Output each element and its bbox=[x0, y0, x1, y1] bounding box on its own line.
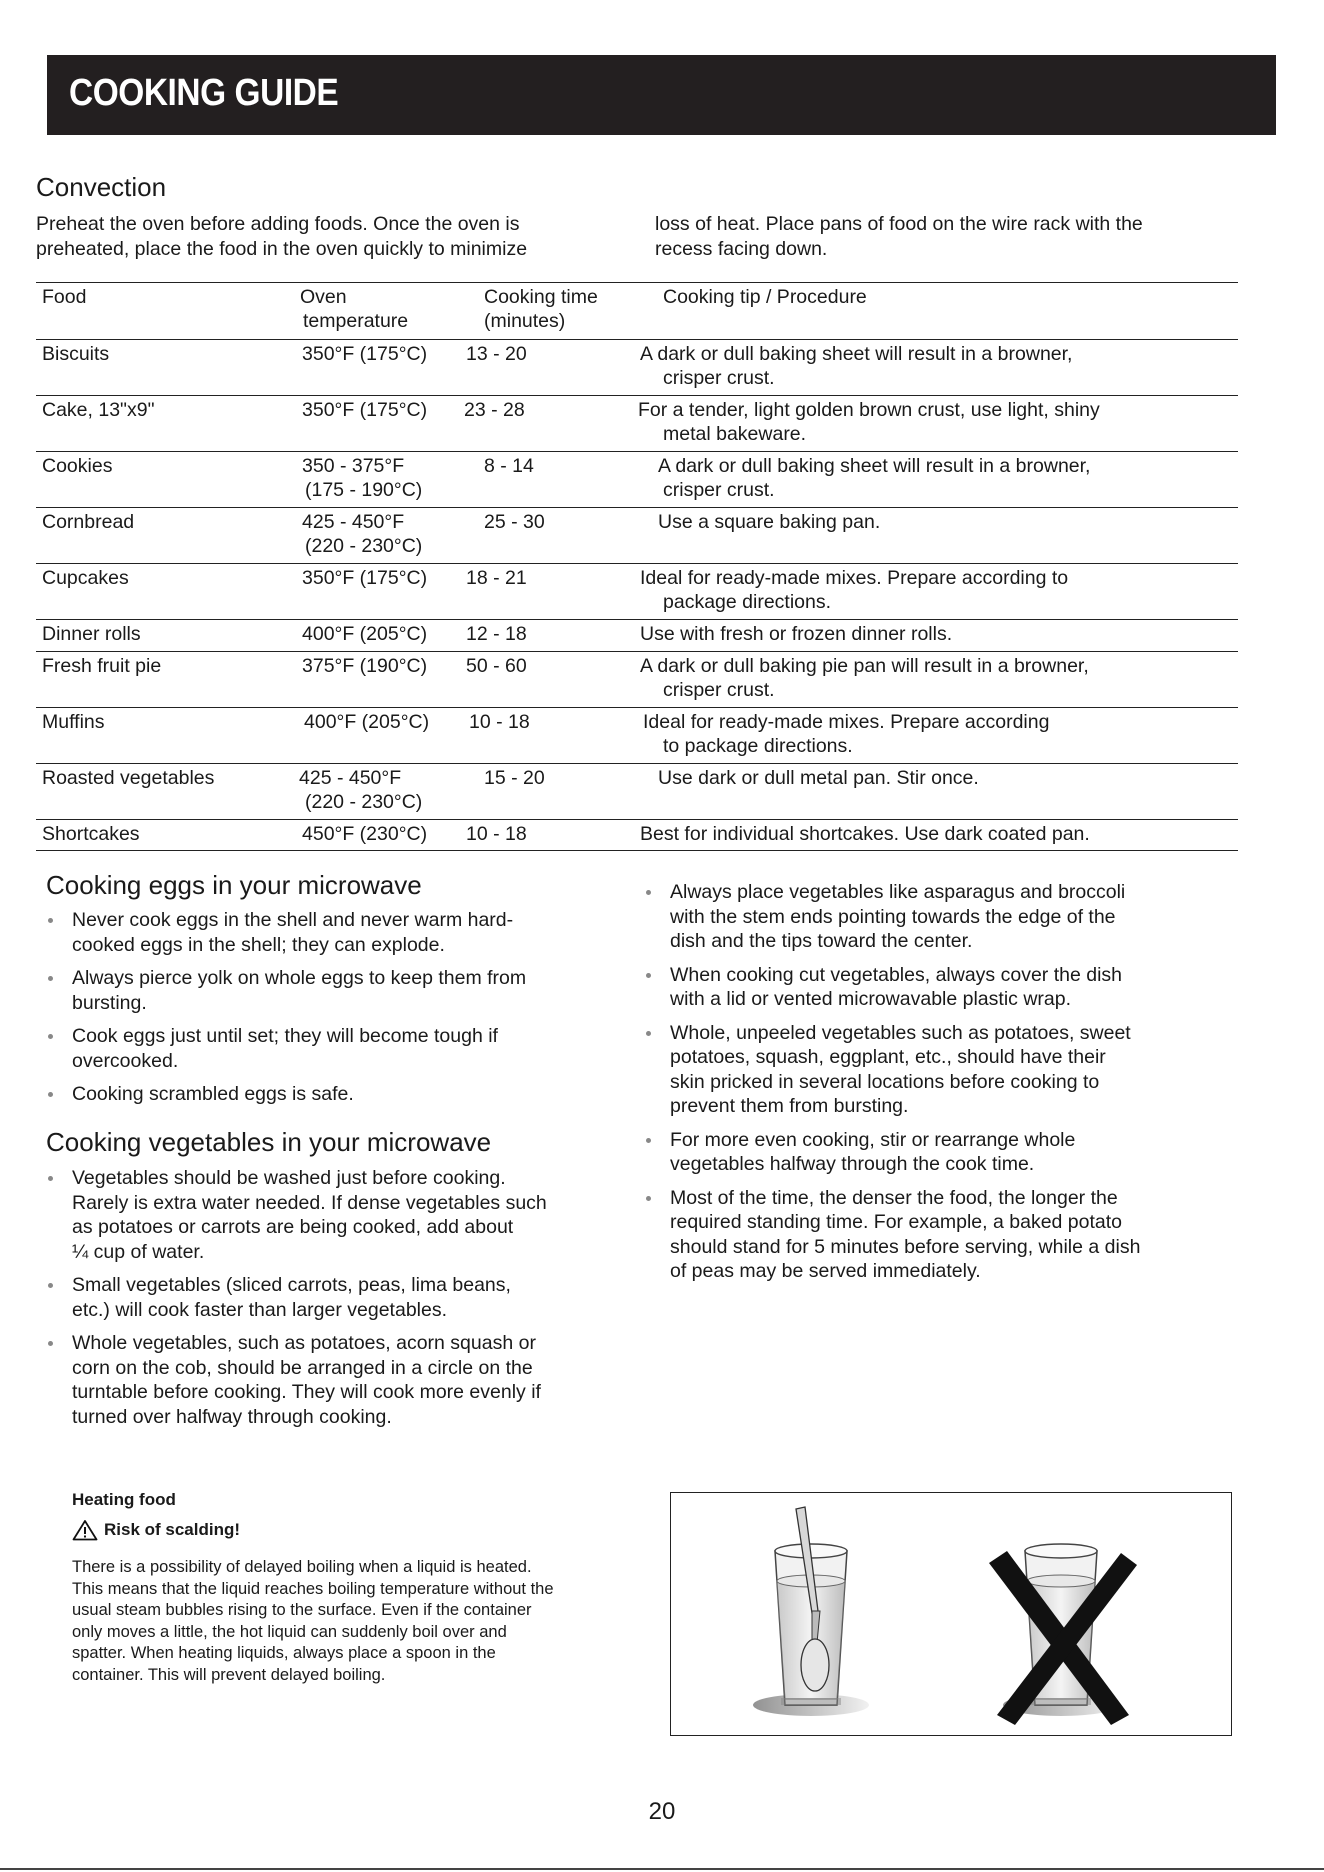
table-row bbox=[36, 651, 1238, 707]
tip-cell bbox=[640, 654, 1240, 702]
table-row bbox=[36, 451, 1238, 507]
temp-cell bbox=[299, 766, 469, 814]
tip-cell bbox=[640, 566, 1240, 614]
food-cell: Cake, 13"x9" bbox=[42, 399, 155, 421]
item-line: Never cook eggs in the shell and never warm hard- bbox=[72, 909, 514, 931]
list-item bbox=[644, 1128, 1244, 1177]
item-line: Cook eggs just until set; they will become tough if bbox=[72, 1025, 498, 1047]
list-item bbox=[46, 966, 636, 1015]
temp-cell bbox=[302, 510, 472, 558]
heating-body bbox=[72, 1557, 642, 1686]
food-cell: Cupcakes bbox=[42, 567, 129, 589]
item-line: bursting. bbox=[72, 991, 147, 1014]
list-item bbox=[46, 1331, 646, 1429]
risk-warning-label: Risk of scalding! bbox=[104, 1520, 241, 1539]
item-line: Cooking scrambled eggs is safe. bbox=[72, 1083, 354, 1105]
tip-cell: Use with fresh or frozen dinner rolls. bbox=[640, 623, 953, 645]
convection-heading: Convection bbox=[36, 172, 167, 202]
item-line: turntable before cooking. They will cook more evenly if bbox=[72, 1381, 541, 1403]
tip-cell bbox=[640, 342, 1240, 390]
item-line: cooked eggs in the shell; they can explode. bbox=[72, 933, 445, 956]
list-item bbox=[644, 1186, 1244, 1284]
header-cooking-time bbox=[484, 285, 644, 333]
header-cooking-tip: Cooking tip / Procedure bbox=[663, 286, 867, 308]
glass-crossed-out-icon bbox=[989, 1544, 1137, 1725]
item-line: ¼ cup of water. bbox=[72, 1240, 205, 1263]
item-line: overcooked. bbox=[72, 1049, 179, 1072]
convection-intro-right bbox=[655, 212, 1245, 262]
temp-line: (220 - 230°C) bbox=[305, 791, 423, 813]
item-line: of peas may be served immediately. bbox=[670, 1260, 981, 1282]
convection-table bbox=[36, 282, 1238, 851]
item-line: Always pierce yolk on whole eggs to keep them from bbox=[72, 967, 527, 989]
table-row bbox=[36, 507, 1238, 563]
tip-line: For a tender, light golden brown crust, use light, shiny bbox=[638, 399, 1100, 421]
header-line: Oven bbox=[300, 286, 347, 308]
tip-cell bbox=[638, 398, 1238, 446]
item-line: Most of the time, the denser the food, the longer the bbox=[670, 1186, 1118, 1209]
eggs-heading: Cooking eggs in your microwave bbox=[46, 870, 422, 900]
item-line: should stand for 5 minutes before serving, while a dish bbox=[670, 1235, 1141, 1258]
glass-illustration bbox=[671, 1493, 1231, 1735]
item-line: vegetables halfway through the cook time. bbox=[670, 1153, 1035, 1175]
tip-line: package directions. bbox=[663, 591, 832, 613]
temp-line: (220 - 230°C) bbox=[305, 535, 423, 557]
item-line: Always place vegetables like asparagus and broccoli bbox=[670, 881, 1126, 903]
tip-line: to package directions. bbox=[663, 735, 853, 757]
item-line: prevent them from bursting. bbox=[670, 1095, 909, 1117]
body-line: This means that the liquid reaches boiling temperature without the bbox=[72, 1579, 554, 1598]
item-line: For more even cooking, stir or rearrange whole bbox=[670, 1128, 1076, 1151]
item-line: required standing time. For example, a baked potato bbox=[670, 1211, 1123, 1233]
list-item bbox=[46, 1273, 646, 1322]
temp-cell: 400°F (205°C) bbox=[302, 623, 428, 645]
table-row bbox=[36, 819, 1238, 851]
item-line: etc.) will cook faster than larger vegetables. bbox=[72, 1298, 448, 1321]
tip-cell: Best for individual shortcakes. Use dark coated pan. bbox=[640, 823, 1090, 845]
time-cell: 18 - 21 bbox=[466, 567, 527, 589]
temp-cell: 375°F (190°C) bbox=[302, 655, 428, 677]
header-food: Food bbox=[42, 286, 87, 308]
tip-line: crisper crust. bbox=[663, 479, 775, 501]
time-cell: 13 - 20 bbox=[466, 343, 527, 365]
body-line: usual steam bubbles rising to the surface. Even if the container bbox=[72, 1601, 532, 1619]
temp-cell: 450°F (230°C) bbox=[302, 823, 428, 845]
food-cell: Dinner rolls bbox=[42, 623, 141, 645]
header-temperature bbox=[300, 285, 470, 333]
table-row bbox=[36, 707, 1238, 763]
item-line: turned over halfway through cooking. bbox=[72, 1405, 392, 1428]
list-item bbox=[46, 1166, 646, 1264]
vegetables-heading: Cooking vegetables in your microwave bbox=[46, 1127, 492, 1157]
table-row bbox=[36, 339, 1238, 395]
food-cell: Biscuits bbox=[42, 343, 110, 365]
heating-illustration bbox=[670, 1492, 1232, 1736]
temp-cell: 350°F (175°C) bbox=[302, 343, 428, 365]
tip-line: crisper crust. bbox=[663, 679, 775, 701]
item-line: with the stem ends pointing towards the edge of the bbox=[670, 905, 1116, 928]
tip-cell: Use dark or dull metal pan. Stir once. bbox=[658, 767, 979, 789]
temp-cell bbox=[302, 454, 472, 502]
table-row bbox=[36, 395, 1238, 451]
vegetables-list-right bbox=[644, 880, 1244, 1293]
item-line: dish and the tips toward the center. bbox=[670, 930, 973, 952]
food-cell: Cookies bbox=[42, 455, 113, 477]
page-banner bbox=[47, 55, 1276, 135]
time-cell: 10 - 18 bbox=[466, 823, 527, 845]
table-row bbox=[36, 619, 1238, 651]
time-cell: 10 - 18 bbox=[469, 711, 530, 733]
food-cell: Fresh fruit pie bbox=[42, 655, 162, 677]
food-cell: Shortcakes bbox=[42, 823, 140, 845]
item-line: Small vegetables (sliced carrots, peas, lima beans, bbox=[72, 1274, 511, 1296]
page-number: 20 bbox=[648, 1798, 676, 1825]
list-item bbox=[46, 1082, 636, 1107]
time-cell: 23 - 28 bbox=[464, 399, 525, 421]
item-line: Whole, unpeeled vegetables such as potatoes, sweet bbox=[670, 1021, 1131, 1044]
time-cell: 15 - 20 bbox=[484, 767, 545, 789]
tip-line: crisper crust. bbox=[663, 367, 775, 389]
tip-cell bbox=[643, 710, 1243, 758]
temp-line: (175 - 190°C) bbox=[305, 479, 423, 501]
tip-line: Ideal for ready-made mixes. Prepare according bbox=[643, 711, 1050, 733]
table-row bbox=[36, 763, 1238, 819]
table-header-row bbox=[36, 282, 1238, 339]
temp-line: 425 - 450°F bbox=[299, 767, 402, 789]
list-item bbox=[46, 908, 636, 957]
list-item bbox=[46, 1024, 636, 1073]
item-line: as potatoes or carrots are being cooked, add about bbox=[72, 1216, 514, 1238]
item-line: skin pricked in several locations before cooking to bbox=[670, 1070, 1100, 1093]
tip-line: A dark or dull baking sheet will result in a browner, bbox=[640, 343, 1073, 365]
tip-line: metal bakeware. bbox=[663, 423, 807, 445]
page-title: COOKING GUIDE bbox=[69, 72, 339, 114]
time-cell: 25 - 30 bbox=[484, 511, 545, 533]
temp-cell: 350°F (175°C) bbox=[302, 399, 428, 421]
item-line: When cooking cut vegetables, always cover the dish bbox=[670, 963, 1122, 986]
item-line: Vegetables should be washed just before cooking. bbox=[72, 1167, 506, 1189]
food-cell: Cornbread bbox=[42, 511, 135, 533]
list-item bbox=[644, 1021, 1244, 1119]
intro-line: Preheat the oven before adding foods. Once the oven is bbox=[36, 213, 520, 235]
eggs-list bbox=[46, 908, 636, 1116]
body-line: only moves a little, the hot liquid can suddenly boil over and bbox=[72, 1622, 507, 1641]
list-item bbox=[644, 880, 1244, 954]
tip-cell: Use a square baking pan. bbox=[658, 511, 881, 533]
time-cell: 12 - 18 bbox=[466, 623, 527, 645]
item-line: potatoes, squash, eggplant, etc., should have their bbox=[670, 1046, 1106, 1068]
temp-line: 425 - 450°F bbox=[302, 511, 405, 533]
tip-line: A dark or dull baking pie pan will result in a browner, bbox=[640, 655, 1089, 677]
vegetables-list-left bbox=[46, 1166, 646, 1438]
time-cell: 8 - 14 bbox=[484, 455, 534, 477]
footer-divider bbox=[0, 1868, 1324, 1870]
intro-line: preheated, place the food in the oven quickly to minimize bbox=[36, 238, 528, 260]
temp-cell: 400°F (205°C) bbox=[304, 711, 430, 733]
header-line: (minutes) bbox=[484, 310, 566, 332]
temp-cell: 350°F (175°C) bbox=[302, 567, 428, 589]
body-line: container. This will prevent delayed boiling. bbox=[72, 1665, 386, 1684]
heating-food-title: Heating food bbox=[72, 1490, 176, 1509]
item-line: corn on the cob, should be arranged in a circle on the bbox=[72, 1356, 533, 1379]
table-row bbox=[36, 563, 1238, 619]
body-line: There is a possibility of delayed boiling when a liquid is heated. bbox=[72, 1558, 532, 1576]
glass-with-spoon-icon bbox=[753, 1507, 869, 1716]
intro-line: recess facing down. bbox=[655, 238, 828, 260]
intro-line: loss of heat. Place pans of food on the wire rack with the bbox=[655, 213, 1143, 235]
time-cell: 50 - 60 bbox=[466, 655, 527, 677]
convection-intro-left bbox=[36, 212, 636, 262]
food-cell: Muffins bbox=[42, 711, 105, 733]
warning-triangle-icon bbox=[72, 1519, 98, 1541]
tip-line: A dark or dull baking sheet will result in a browner, bbox=[658, 455, 1091, 477]
body-line: spatter. When heating liquids, always place a spoon in the bbox=[72, 1644, 496, 1662]
header-line: Cooking time bbox=[484, 286, 598, 308]
item-line: Rarely is extra water needed. If dense vegetables such bbox=[72, 1191, 547, 1214]
temp-line: 350 - 375°F bbox=[302, 455, 405, 477]
list-item bbox=[644, 963, 1244, 1012]
item-line: Whole vegetables, such as potatoes, acorn squash or bbox=[72, 1332, 536, 1354]
food-cell: Roasted vegetables bbox=[42, 767, 215, 789]
tip-cell bbox=[658, 454, 1258, 502]
header-line: temperature bbox=[303, 310, 409, 332]
tip-line: Ideal for ready-made mixes. Prepare according to bbox=[640, 567, 1069, 589]
risk-warning bbox=[72, 1519, 240, 1541]
item-line: with a lid or vented microwavable plastic wrap. bbox=[670, 988, 1072, 1010]
